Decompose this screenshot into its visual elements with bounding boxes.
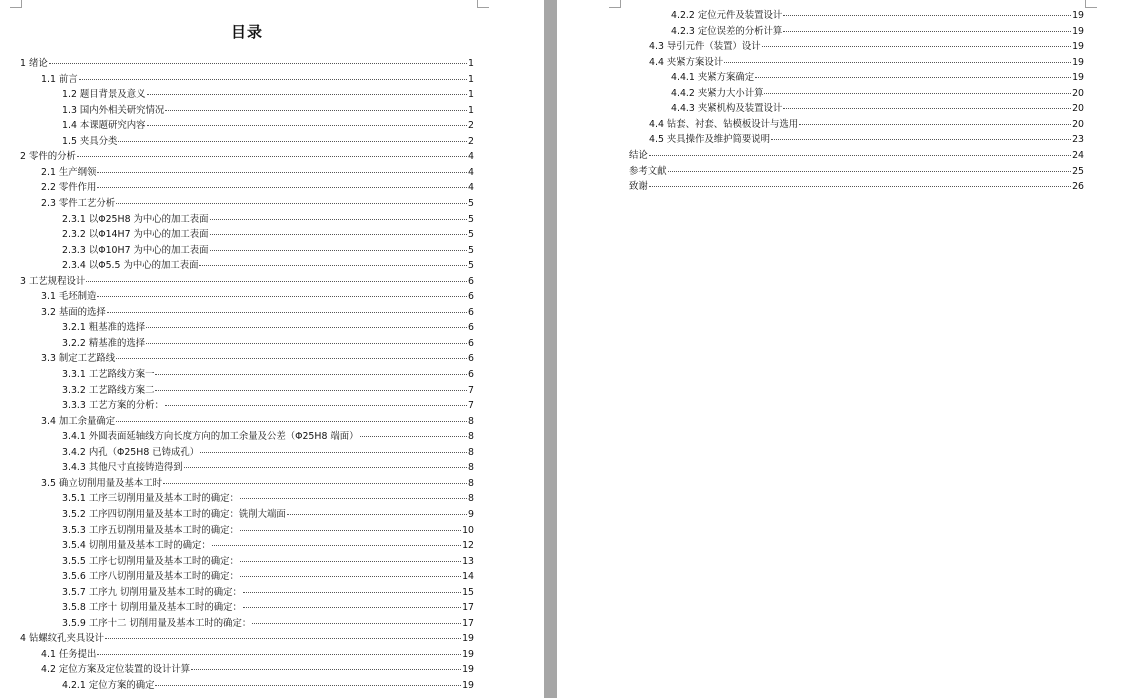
toc-dot-leader (240, 575, 461, 577)
toc-entry-label: 1 绪论 (20, 58, 48, 69)
toc-entry-label: 3.1 毛坯制造 (41, 291, 97, 303)
toc-entry-page-number: 19 (462, 648, 474, 660)
toc-title: 目录 (230, 23, 263, 41)
toc-entry-page-number: 19 (462, 680, 474, 691)
toc-entry-label: 3.3.1 工艺路线方案一 (62, 369, 155, 380)
toc-entry-page-number: 6 (468, 369, 474, 380)
toc-entry[interactable] (41, 414, 474, 430)
toc-entry[interactable] (62, 554, 474, 570)
toc-dot-leader (360, 435, 468, 437)
toc-entry[interactable] (629, 148, 1084, 164)
toc-entry-label: 3 工艺规程设计 (20, 275, 86, 287)
toc-entry-page-number: 2 (468, 120, 474, 132)
toc-entry-label: 4.4 夹紧方案设计 (649, 56, 724, 68)
toc-entry[interactable] (62, 336, 474, 352)
toc-entry-page-number: 4 (468, 151, 474, 163)
toc-entry-label: 1.3 国内外相关研究情况 (62, 104, 165, 116)
toc-entry-page-number: 8 (468, 431, 474, 443)
toc-dot-leader (163, 482, 467, 484)
toc-entry[interactable] (62, 258, 474, 274)
toc-entry-page-number: 12 (462, 540, 474, 552)
toc-entry-page-number: 20 (1072, 103, 1084, 115)
toc-dot-leader (116, 202, 467, 204)
toc-entry-page-number: 19 (1072, 10, 1084, 21)
toc-entry-label: 致谢 (629, 181, 648, 193)
toc-entry-label: 3.2 基面的选择 (41, 306, 106, 318)
toc-entry[interactable] (649, 117, 1084, 133)
toc-entry[interactable] (671, 101, 1084, 117)
toc-entry[interactable] (62, 243, 474, 259)
toc-entry[interactable] (62, 383, 474, 399)
toc-entry-label: 4.2.1 定位方案的确定 (62, 680, 155, 691)
toc-dot-leader (97, 186, 467, 188)
toc-entry-label: 4 钻螺纹孔夹具设计 (20, 633, 104, 645)
toc-entry-label: 3.5.5 工序七切削用量及基本工时的确定： (62, 555, 239, 567)
toc-entry-page-number: 6 (468, 291, 474, 303)
toc-dot-leader (146, 326, 467, 328)
toc-entry-label: 3.2.1 粗基准的选择 (62, 322, 146, 334)
toc-entry-label: 2.3.4 以Φ5.5 为中心的加工表面 (62, 260, 199, 272)
toc-entry[interactable] (20, 631, 474, 647)
toc-entry-label: 3.5 确立切削用量及基本工时 (41, 477, 163, 489)
toc-dot-leader (243, 606, 461, 608)
toc-entry-label: 2 零件的分析 (20, 151, 76, 163)
toc-entry-page-number: 24 (1072, 149, 1084, 161)
toc-entry-page-number: 4 (468, 182, 474, 194)
toc-dot-leader (116, 420, 467, 422)
toc-entry[interactable] (41, 351, 474, 367)
toc-entry-page-number: 6 (468, 322, 474, 334)
toc-dot-leader (107, 311, 467, 313)
toc-dot-leader (191, 668, 461, 670)
toc-dot-leader (783, 30, 1071, 32)
toc-entry-page-number: 20 (1072, 87, 1084, 99)
toc-entry-page-number: 8 (468, 415, 474, 427)
toc-dot-leader (783, 14, 1071, 16)
toc-dot-leader (199, 264, 467, 266)
toc-entry-page-number: 8 (468, 493, 474, 505)
toc-entry-label: 参考文献 (629, 165, 667, 177)
toc-entry-label: 3.3.3 工艺方案的分析： (62, 400, 164, 412)
toc-entry-page-number: 17 (462, 617, 474, 629)
toc-entry-page-number: 13 (462, 555, 474, 567)
toc-entry-page-number: 14 (462, 571, 474, 583)
toc-dot-leader (155, 389, 467, 391)
toc-entry[interactable] (62, 538, 474, 554)
crop-mark-top-right (477, 0, 489, 8)
toc-entry-label: 3.5.8 工序十 切削用量及基本工时的确定： (62, 602, 242, 614)
toc-dot-leader (649, 185, 1071, 187)
toc-entry[interactable] (62, 585, 474, 601)
toc-entry-label: 3.5.6 工序八切削用量及基本工时的确定： (62, 571, 239, 583)
toc-entry[interactable] (41, 662, 474, 678)
toc-dot-leader (49, 62, 467, 64)
toc-entry-label: 2.3.1 以Φ25H8 为中心的加工表面 (62, 213, 209, 225)
toc-entry-page-number: 5 (468, 260, 474, 272)
toc-entry[interactable] (41, 289, 474, 305)
toc-entry-page-number: 19 (1072, 56, 1084, 68)
toc-dot-leader (771, 138, 1071, 140)
toc-entry-label: 3.5.2 工序四切削用量及基本工时的确定：铣削大端面 (62, 508, 286, 520)
toc-entry-label: 3.3.2 工艺路线方案二 (62, 384, 155, 396)
toc-dot-leader (184, 466, 467, 468)
toc-entry[interactable] (62, 445, 474, 461)
toc-entry[interactable] (62, 398, 474, 414)
toc-entry-label: 3.5.3 工序五切削用量及基本工时的确定： (62, 524, 239, 536)
toc-dot-leader (97, 295, 467, 297)
toc-entry-page-number: 19 (1072, 25, 1084, 37)
toc-dot-leader (724, 61, 1071, 63)
toc-entry-label: 4.1 任务提出 (41, 648, 97, 660)
toc-entry[interactable] (671, 24, 1084, 40)
toc-entry[interactable] (62, 507, 474, 523)
toc-entry[interactable] (62, 103, 474, 119)
toc-entry[interactable] (41, 196, 474, 212)
toc-entry-page-number: 7 (468, 384, 474, 396)
toc-entry-label: 3.5.1 工序三切削用量及基本工时的确定： (62, 493, 239, 505)
toc-entry-page-number: 6 (468, 306, 474, 318)
toc-entry-page-number: 5 (468, 197, 474, 209)
toc-entry-label: 1.2 题目背景及意义 (62, 89, 146, 101)
toc-entry[interactable] (62, 212, 474, 228)
toc-entry-label: 2.1 生产纲领 (41, 166, 97, 178)
toc-entry-label: 4.2.3 定位误差的分析计算 (671, 25, 783, 37)
toc-entry[interactable] (649, 39, 1084, 55)
toc-dot-leader (799, 123, 1071, 125)
toc-entry-page-number: 5 (468, 244, 474, 256)
toc-entry-label: 2.3 零件工艺分析 (41, 197, 116, 209)
toc-entry-label: 3.5.9 工序十二 切削用量及基本工时的确定： (62, 617, 252, 629)
toc-dot-leader (97, 171, 467, 173)
toc-entry-page-number: 15 (462, 586, 474, 598)
toc-dot-leader (287, 513, 467, 515)
toc-entry-page-number: 19 (462, 633, 474, 645)
toc-entry-label: 3.4.2 内孔（Φ25H8 已铸成孔） (62, 446, 200, 458)
toc-entry[interactable] (649, 132, 1084, 148)
toc-entry-label: 3.4.3 其他尺寸直接铸造得到 (62, 462, 183, 474)
toc-dot-leader (147, 124, 468, 126)
toc-entry[interactable] (20, 56, 474, 72)
toc-dot-leader (147, 93, 468, 95)
toc-dot-leader (668, 170, 1072, 172)
toc-entry[interactable] (62, 491, 474, 507)
toc-dot-leader (783, 107, 1071, 109)
toc-entry[interactable] (62, 569, 474, 585)
toc-dot-leader (200, 451, 467, 453)
toc-entry-page-number: 17 (462, 602, 474, 614)
toc-entry-page-number: 8 (468, 462, 474, 474)
page-gutter (544, 0, 557, 698)
toc-dot-leader (155, 684, 461, 686)
toc-entry[interactable] (62, 367, 474, 383)
toc-dot-leader (77, 155, 467, 157)
toc-entry-label: 3.5.4 切削用量及基本工时的确定： (62, 540, 211, 552)
toc-dot-leader (155, 373, 467, 375)
toc-entry-label: 3.2.2 精基准的选择 (62, 337, 146, 349)
toc-entry-label: 3.4.1 外圆表面延轴线方向长度方向的加工余量及公差（Φ25H8 端面） (62, 431, 359, 443)
toc-entry-page-number: 23 (1072, 134, 1084, 146)
toc-entry-page-number: 5 (468, 229, 474, 241)
toc-entry-page-number: 9 (468, 508, 474, 520)
toc-entry-label: 4.3 导引元件（装置）设计 (649, 41, 761, 53)
toc-entry-page-number: 6 (468, 337, 474, 349)
toc-entry-label: 3.5.7 工序九 切削用量及基本工时的确定： (62, 586, 242, 598)
toc-dot-leader (252, 622, 461, 624)
toc-entry[interactable] (62, 678, 474, 694)
toc-dot-leader (240, 560, 461, 562)
document-page-left (0, 0, 544, 698)
toc-entry[interactable] (41, 476, 474, 492)
toc-entry-label: 2.2 零件作用 (41, 182, 97, 194)
toc-entry-page-number: 1 (468, 73, 474, 85)
toc-entry-page-number: 5 (468, 213, 474, 225)
toc-entry-page-number: 25 (1072, 165, 1084, 177)
toc-entry-page-number: 1 (468, 58, 474, 69)
toc-entry[interactable] (62, 134, 474, 150)
crop-mark-top-right (1085, 0, 1097, 8)
toc-entry[interactable] (20, 274, 474, 290)
toc-entry[interactable] (62, 616, 474, 632)
toc-entry-label: 4.2 定位方案及定位装置的设计计算 (41, 664, 191, 676)
toc-entry[interactable] (629, 164, 1084, 180)
toc-entry-label: 4.4.3 夹紧机构及装置设计 (671, 103, 783, 115)
toc-entry-label: 2.3.2 以Φ14H7 为中心的加工表面 (62, 229, 209, 241)
toc-entry-label: 4.4.1 夹紧方案确定 (671, 72, 755, 84)
toc-dot-leader (165, 404, 467, 406)
toc-entry[interactable] (41, 305, 474, 321)
toc-dot-leader (755, 76, 1071, 78)
toc-dot-leader (210, 249, 468, 251)
toc-dot-leader (762, 45, 1071, 47)
toc-entry-page-number: 6 (468, 275, 474, 287)
toc-entry[interactable] (41, 647, 474, 663)
toc-dot-leader (146, 342, 467, 344)
toc-entry-label: 3.3 制定工艺路线 (41, 353, 116, 365)
document-page-right (557, 0, 1130, 698)
toc-entry[interactable] (671, 86, 1084, 102)
toc-dot-leader (243, 591, 461, 593)
toc-entry-label: 4.2.2 定位元件及装置设计 (671, 10, 783, 21)
toc-entry-page-number: 8 (468, 446, 474, 458)
toc-entry-page-number: 4 (468, 166, 474, 178)
toc-entry-page-number: 8 (468, 477, 474, 489)
toc-entry-page-number: 19 (462, 664, 474, 676)
toc-entry-label: 1.4 本课题研究内容 (62, 120, 146, 132)
toc-entry[interactable] (41, 72, 474, 88)
toc-entry-label: 4.4 钻套、衬套、钻模板设计与选用 (649, 118, 799, 130)
toc-entry[interactable] (20, 149, 474, 165)
toc-entry[interactable] (62, 429, 474, 445)
toc-entry[interactable] (41, 180, 474, 196)
crop-mark-top-left (10, 0, 22, 8)
toc-entry-page-number: 2 (468, 135, 474, 147)
toc-dot-leader (764, 92, 1071, 94)
toc-entry[interactable] (671, 8, 1084, 24)
toc-entry-label: 3.4 加工余量确定 (41, 415, 116, 427)
toc-dot-leader (79, 78, 467, 80)
toc-entry[interactable] (671, 70, 1084, 86)
toc-entry-page-number: 19 (1072, 41, 1084, 53)
toc-dot-leader (86, 280, 467, 282)
toc-entry-label: 4.4.2 夹紧力大小计算 (671, 87, 764, 99)
toc-entry-page-number: 7 (468, 400, 474, 412)
toc-entry[interactable] (62, 600, 474, 616)
toc-entry-label: 4.5 夹具操作及维护简要说明 (649, 134, 771, 146)
toc-entry[interactable] (62, 523, 474, 539)
toc-dot-leader (118, 140, 467, 142)
toc-dot-leader (240, 497, 467, 499)
toc-entry[interactable] (62, 227, 474, 243)
toc-entry-page-number: 19 (1072, 72, 1084, 84)
toc-dot-leader (240, 529, 461, 531)
toc-entry-label: 1.5 夹具分类 (62, 135, 118, 147)
toc-entry-page-number: 26 (1072, 181, 1084, 193)
toc-entry-page-number: 1 (468, 104, 474, 116)
crop-mark-top-left (609, 0, 621, 8)
toc-dot-leader (97, 653, 461, 655)
toc-entry[interactable] (62, 320, 474, 336)
toc-dot-leader (165, 109, 467, 111)
toc-dot-leader (210, 218, 468, 220)
toc-entry[interactable] (649, 55, 1084, 71)
toc-entry[interactable] (62, 87, 474, 103)
toc-entry-page-number: 10 (462, 524, 474, 536)
toc-entry-page-number: 20 (1072, 118, 1084, 130)
toc-entry-page-number: 6 (468, 353, 474, 365)
toc-dot-leader (105, 637, 461, 639)
toc-entry-page-number: 1 (468, 89, 474, 101)
toc-dot-leader (116, 357, 467, 359)
toc-dot-leader (210, 233, 468, 235)
toc-entry[interactable] (41, 165, 474, 181)
toc-dot-leader (212, 544, 461, 546)
toc-entry-label: 2.3.3 以Φ10H7 为中心的加工表面 (62, 244, 209, 256)
toc-dot-leader (649, 154, 1071, 156)
toc-entry[interactable] (62, 118, 474, 134)
toc-entry-label: 1.1 前言 (41, 73, 78, 85)
toc-entry-label: 结论 (629, 149, 648, 161)
toc-entry[interactable] (629, 179, 1084, 195)
toc-entry[interactable] (62, 460, 474, 476)
